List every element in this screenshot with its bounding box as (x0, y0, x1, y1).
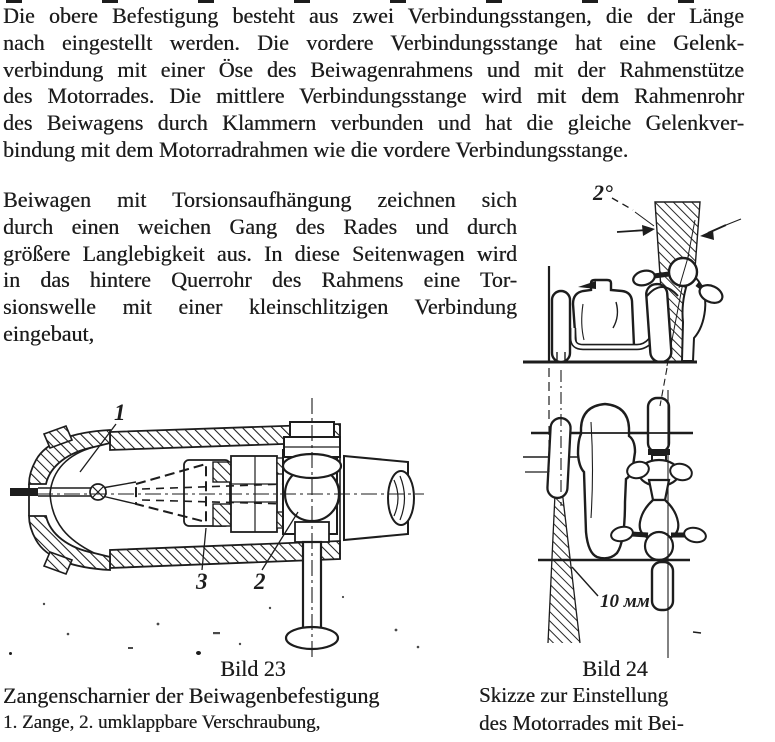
figure-23-caption-subtitle: Zangenscharnier der Beiwagenbefestigung (3, 683, 380, 708)
frame-tube-end (344, 456, 414, 540)
toe-in-dimension-label: 10 мм (600, 591, 650, 612)
text-line: verbindung mit einer Öse des Beiwagenrahmens und mit der Rahmenstütze (3, 56, 744, 82)
figure-23-caption-legend: 1. Zange, 2. umklappbare Verschraubung, (3, 712, 321, 733)
text-line: bindung mit dem Motorradrahmen wie die vordere Verbindungsstange. (3, 136, 629, 162)
text-line: größere Langlebigkeit aus. In diese Seitenwagen wird (3, 240, 517, 266)
sidecar-body-front (573, 280, 634, 346)
figure-23-drawing (8, 392, 428, 667)
body-paragraph-1 (3, 3, 744, 164)
figure-24-caption-subtitle2: des Motorrades mit Bei- (479, 711, 684, 735)
headlamp (669, 258, 697, 286)
part-label-3: 3 (196, 569, 208, 594)
text-line: in das hintere Querrohr des Rahmens eine Tor- (3, 267, 517, 293)
front-wheel-plan (648, 398, 669, 452)
part-label-2: 2 (254, 569, 266, 594)
text-line: eingebaut, (3, 320, 95, 346)
figure-24-caption-subtitle: Skizze zur Einstellung (479, 683, 668, 707)
rear-wheel-plan (652, 562, 673, 610)
text-line: des Beiwagens durch Klammern verbunden und hat die gleiche Gelenkver- (3, 110, 744, 136)
angle-label: 2° (593, 180, 613, 205)
sidecar-wheel-front (552, 291, 570, 362)
figure-24-drawing (521, 170, 773, 662)
text-line: des Motorrades. Die mittlere Verbindungsstange wird mit dem Rahmenrohr (3, 83, 744, 109)
text-line: durch einen weichen Gang des Rades und durch (3, 213, 517, 239)
scan-noise (196, 651, 201, 655)
sidecar-wheel-plan (547, 418, 571, 499)
front-elevation-view (523, 198, 741, 366)
clamp-cross-section (10, 398, 424, 660)
body-paragraph-2 (3, 187, 517, 348)
text-line: Die obere Befestigung besteht aus zwei Verbindungsstangen, die der Länge (3, 3, 744, 28)
scan-noise (43, 596, 420, 649)
toe-in-wedge (548, 473, 580, 643)
seat-plan (645, 532, 673, 560)
scan-noise (9, 652, 12, 655)
footpeg-right (683, 526, 707, 544)
text-line: Beiwagen mit Torsionsaufhängung zeichnen sich (3, 187, 517, 212)
part-label-1: 1 (114, 400, 126, 425)
adjustment-sketch (523, 198, 741, 658)
text-line: nach eingestellt werden. Die vordere Verbindungsstange hat eine Gelenk- (3, 29, 744, 55)
text-line: sionswelle mit einer kleinschlitzigen Verbindung (3, 294, 517, 320)
figure-23-caption-title: Bild 23 (220, 656, 286, 681)
figure-24-caption-title: Bild 24 (582, 656, 648, 681)
motorcycle-front-wheel (646, 283, 672, 362)
